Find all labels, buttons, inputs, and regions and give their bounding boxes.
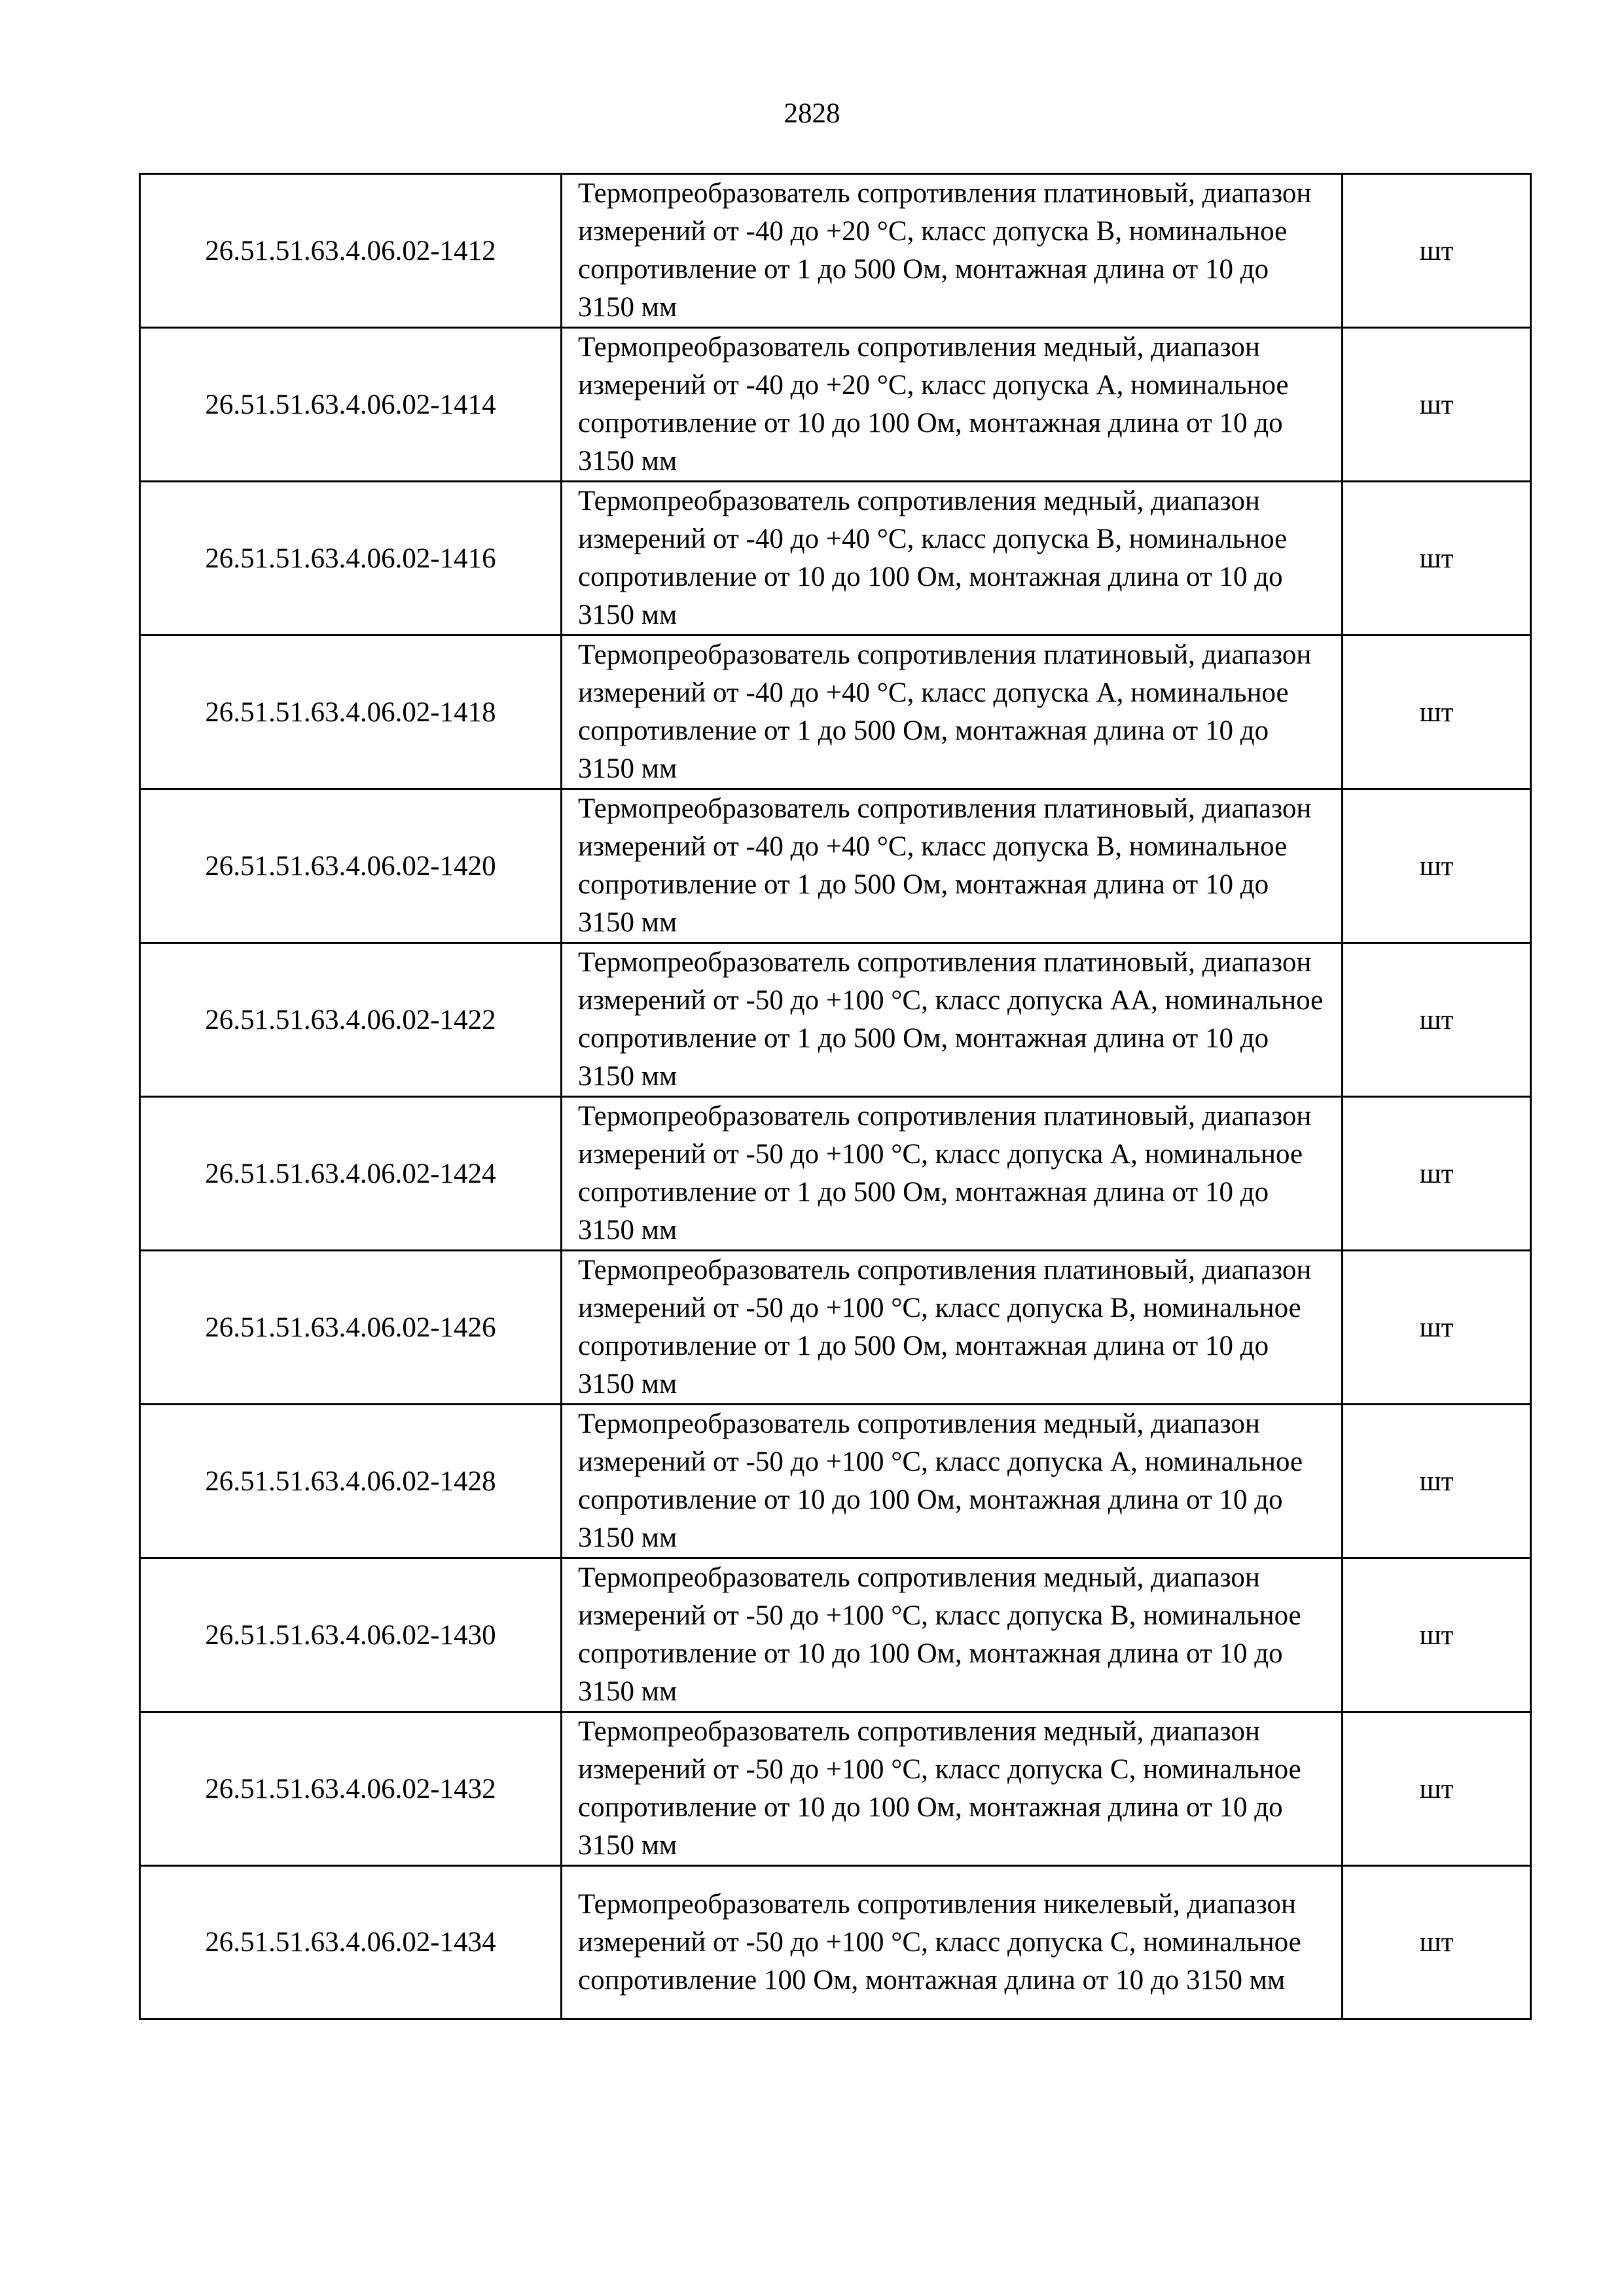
item-description	[562, 1866, 1343, 2019]
table-row	[140, 1866, 1531, 2019]
table-row	[140, 328, 1531, 482]
item-description	[562, 482, 1343, 636]
item-description-text: Термопреобразователь сопротивления медный, диапазон измерений от -50 до +100 °С, класс допуска В, номинальное сопротивление от 10 до 100 Ом, монтажная длина от 10 до 3150 мм	[578, 1562, 1301, 1707]
item-code: 26.51.51.63.4.06.02-1430	[140, 1558, 562, 1712]
item-description-text: Термопреобразователь сопротивления платиновый, диапазон измерений от -40 до +40 °С, класс допуска А, номинальное сопротивление от 1 до 500 Ом, монтажная длина от 10 до 3150 мм	[578, 639, 1312, 784]
item-description-text: Термопреобразователь сопротивления платиновый, диапазон измерений от -50 до +100 °С, класс допуска А, номинальное сопротивление от 1 до 500 Ом, монтажная длина от 10 до 3150 мм	[578, 1101, 1312, 1246]
item-description-text: Термопреобразователь сопротивления медный, диапазон измерений от -50 до +100 °С, класс допуска А, номинальное сопротивление от 10 до 100 Ом, монтажная длина от 10 до 3150 мм	[578, 1408, 1303, 1553]
item-code: 26.51.51.63.4.06.02-1412	[140, 174, 562, 328]
item-code: 26.51.51.63.4.06.02-1432	[140, 1712, 562, 1866]
item-description-text: Термопреобразователь сопротивления платиновый, диапазон измерений от -50 до +100 °С, класс допуска В, номинальное сопротивление от 1 до 500 Ом, монтажная длина от 10 до 3150 мм	[578, 1255, 1312, 1399]
table-row	[140, 1251, 1531, 1405]
item-unit: шт	[1343, 1251, 1531, 1405]
item-code: 26.51.51.63.4.06.02-1422	[140, 943, 562, 1097]
item-description-text: Термопреобразователь сопротивления медный, диапазон измерений от -40 до +20 °С, класс допуска А, номинальное сопротивление от 10 до 100 Ом, монтажная длина от 10 до 3150 мм	[578, 332, 1289, 476]
item-description-text: Термопреобразователь сопротивления никелевый, диапазон измерений от -50 до +100 °С, класс допуска С, номинальное сопротивление 100 Ом, монтажная длина от 10 до 3150 мм	[578, 1888, 1301, 1996]
table-row	[140, 636, 1531, 789]
item-code: 26.51.51.63.4.06.02-1420	[140, 789, 562, 943]
resource-table	[139, 173, 1532, 2020]
table-row	[140, 1558, 1531, 1712]
item-description	[562, 1558, 1343, 1712]
item-unit: шт	[1343, 789, 1531, 943]
table-row	[140, 943, 1531, 1097]
table-row	[140, 174, 1531, 328]
item-description	[562, 174, 1343, 328]
item-unit: шт	[1343, 1712, 1531, 1866]
item-unit: шт	[1343, 1405, 1531, 1558]
item-description-text: Термопреобразователь сопротивления платиновый, диапазон измерений от -40 до +20 °С, класс допуска В, номинальное сопротивление от 1 до 500 Ом, монтажная длина от 10 до 3150 мм	[578, 178, 1312, 323]
item-description	[562, 789, 1343, 943]
item-code: 26.51.51.63.4.06.02-1428	[140, 1405, 562, 1558]
item-unit: шт	[1343, 1097, 1531, 1251]
item-description-text: Термопреобразователь сопротивления платиновый, диапазон измерений от -40 до +40 °С, класс допуска В, номинальное сопротивление от 1 до 500 Ом, монтажная длина от 10 до 3150 мм	[578, 793, 1312, 938]
table-row	[140, 1097, 1531, 1251]
item-description-text: Термопреобразователь сопротивления платиновый, диапазон измерений от -50 до +100 °С, класс допуска АА, номинальное сопротивление от 1 до 500 Ом, монтажная длина от 10 до 3150 мм	[578, 947, 1324, 1092]
item-description	[562, 328, 1343, 482]
item-unit: шт	[1343, 174, 1531, 328]
page-number: 2828	[784, 98, 840, 129]
table-row	[140, 1405, 1531, 1558]
item-code: 26.51.51.63.4.06.02-1416	[140, 482, 562, 636]
item-description-text: Термопреобразователь сопротивления медный, диапазон измерений от -40 до +40 °С, класс допуска В, номинальное сопротивление от 10 до 100 Ом, монтажная длина от 10 до 3150 мм	[578, 486, 1288, 630]
item-unit: шт	[1343, 636, 1531, 789]
item-code: 26.51.51.63.4.06.02-1426	[140, 1251, 562, 1405]
item-unit: шт	[1343, 482, 1531, 636]
table-row	[140, 789, 1531, 943]
item-code: 26.51.51.63.4.06.02-1414	[140, 328, 562, 482]
item-unit: шт	[1343, 1866, 1531, 2019]
item-code: 26.51.51.63.4.06.02-1418	[140, 636, 562, 789]
item-description	[562, 636, 1343, 789]
item-description	[562, 943, 1343, 1097]
item-description	[562, 1712, 1343, 1866]
item-description	[562, 1405, 1343, 1558]
resource-table-body	[140, 174, 1531, 2019]
item-unit: шт	[1343, 943, 1531, 1097]
table-row	[140, 1712, 1531, 1866]
item-code: 26.51.51.63.4.06.02-1424	[140, 1097, 562, 1251]
item-unit: шт	[1343, 328, 1531, 482]
item-unit: шт	[1343, 1558, 1531, 1712]
table-row	[140, 482, 1531, 636]
item-description-text: Термопреобразователь сопротивления медный, диапазон измерений от -50 до +100 °С, класс допуска С, номинальное сопротивление от 10 до 100 Ом, монтажная длина от 10 до 3150 мм	[578, 1716, 1301, 1861]
item-description	[562, 1251, 1343, 1405]
item-code: 26.51.51.63.4.06.02-1434	[140, 1866, 562, 2019]
item-description	[562, 1097, 1343, 1251]
